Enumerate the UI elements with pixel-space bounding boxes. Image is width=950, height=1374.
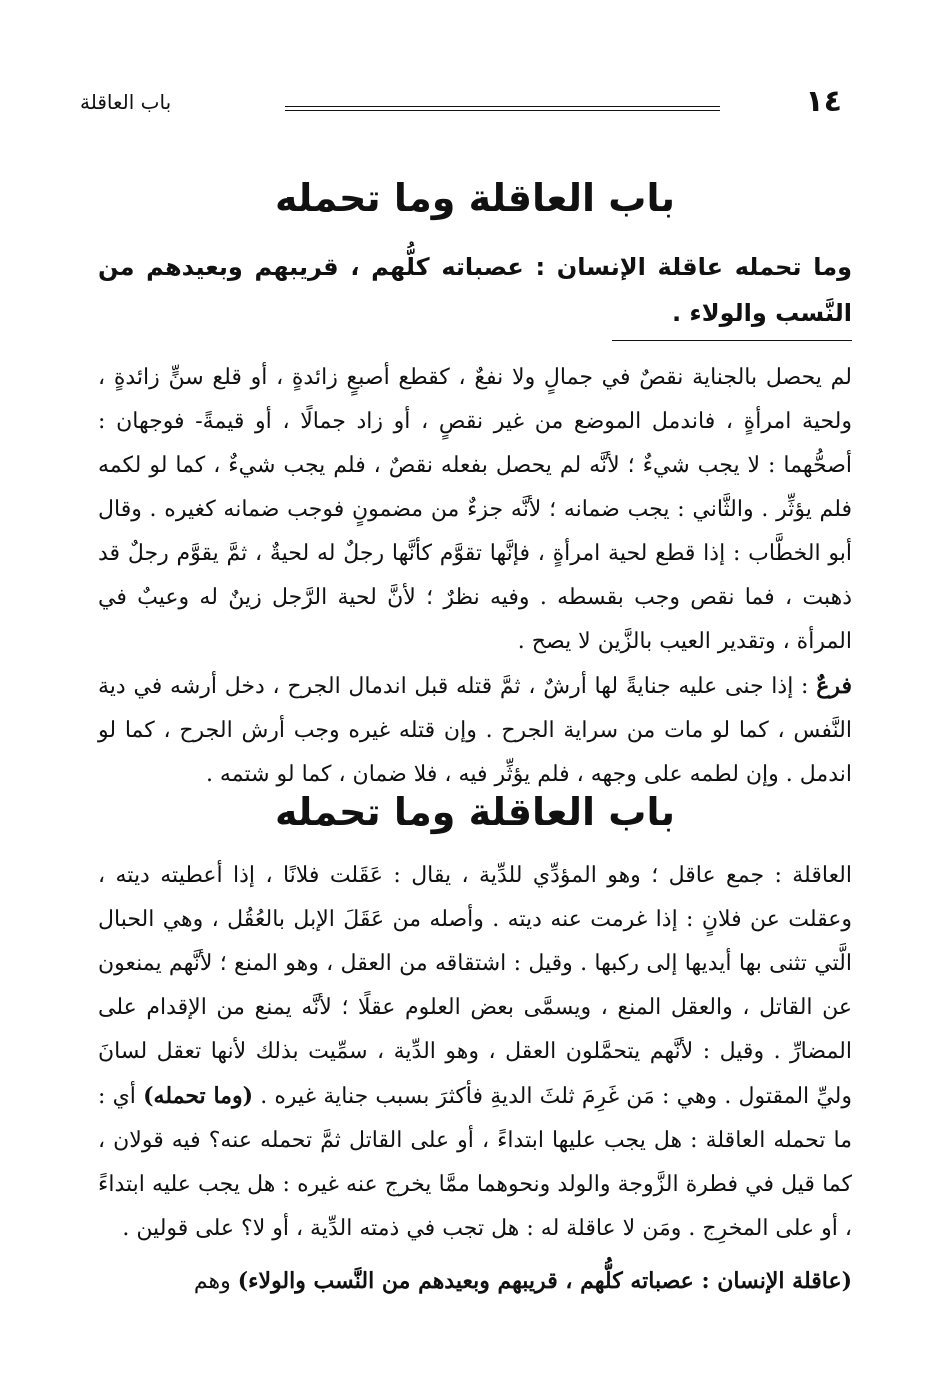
matn-quote: (وما تحمله) [143,1083,254,1109]
header-rule [285,106,720,111]
commentary-paragraph [98,664,852,797]
commentary-paragraph: لم يحصل بالجناية نقصٌ في جمالٍ ولا نفعٌ ، كقطع أصبعٍ زائدةٍ ، أو قلع سنٍّ زائدةٍ ، ولحية امرأةٍ ، فاندمل الموضع من غير نقصٍ ، أو زاد جمالًا ، أو قيمةً- فوجهان : أصحُّهما : لا يجب شيءٌ ؛ لأنَّه لم يحصل بفعله نقصٌ ، فلم يجب شيءٌ ، كما لو لكمه فلم يؤثِّر . والثَّاني : يجب ضمانه ؛ لأنَّه جزءٌ من مضمونٍ فوجب ضمانه كغيره . وقال أبو الخطَّاب : إذا قطع لحية امرأةٍ ، فإنَّها تقوَّم كأنَّها رجلٌ له لحيةٌ ، ثمَّ يقوَّم رجلٌ قد ذهبت ، فما نقص وجب بقسطه . وفيه نظرٌ ؛ لأنَّ لحية الرَّجل زينٌ له وعيبٌ في المرأة ، وتقدير العيب بالزَّين لا يصح . [98,365,852,654]
page-number: ١٤ [805,84,842,119]
chapter-title-top: باب العاقلة وما تحمله [275,176,675,220]
commentary-text: أي : ما تحمله العاقلة : هل يجب عليها ابتداءً ، أو على القاتل ثمَّ تحمله عنه؟ فيه قولان ، كما قيل في فطرة الزَّوجة والولد ونحوهما ممَّا يخرج عنه غيره : هل يجب عليه ابتداءً ، أو على المخرِج . ومَن لا عاقلة له : هل تجب في ذمته الدِّية ، أو لا؟ على قولين . [98,1084,852,1241]
far-text: : إذا جنى عليه جنايةً لها أرشٌ ، ثمَّ قتله قبل اندمال الجرح ، دخل أرشه في دية النَّفس ، كما لو مات من سراية الجرح . وإن قتله غيره وجب أرش الجرح ، كما لو اندمل . وإن لطمه على وجهه ، فلم يؤثِّر فيه ، فلا ضمان ، كما لو شتمه . [98,674,852,787]
commentary-paragraph [98,854,852,1251]
page-header [80,84,850,124]
matn-quote: (عاقلة الإنسان : عصباته كلُّهم ، قريبهم وبعيدهم من النَّسب والولاء) [237,1268,852,1294]
commentary-text: وهم [193,1269,238,1294]
far-label: فرعٌ [816,673,852,699]
commentary-section-1 [98,356,852,797]
matn-text: وما تحمله عاقلة الإنسان : عصباته كلُّهم ، قريبهم وبعيدهم من النَّسب والولاء . [98,253,852,327]
chapter-title-bottom: باب العاقلة وما تحمله [275,790,675,834]
commentary-section-2 [98,854,852,1304]
commentary-paragraph [98,1259,852,1304]
matn-separator-rule [612,340,852,341]
running-head: باب العاقلة [80,90,172,114]
commentary-text: العاقلة : جمع عاقل ؛ وهو المؤدِّي للدِّية ، يقال : عَقَلت فلانًا ، إذا أعطيته ديته ، وعقلت عن فلانٍ : إذا غرمت عنه ديته . وأصله من عَقَلَ الإبل بالعُقُل ، وهي الحبال الَّتي تثنى بها أيديها إلى ركبها . وقيل : اشتقاقه من العقل ، وهو المنع ؛ لأنَّهم يمنعون عن القاتل ، والعقل المنع ، ويسمَّى بعض العلوم عقلًا ؛ لأنَّه يمنع من الإقدام على المضارِّ . وقيل : لأنَّهم يتحمَّلون العقل ، وهو الدِّية ، سمِّيت بذلك لأنها تعقل لسانَ وليِّ المقتول . وهي : مَن غَرِمَ ثلثَ الديةِ فأكثرَ بسبب جناية غيره . [98,863,852,1109]
